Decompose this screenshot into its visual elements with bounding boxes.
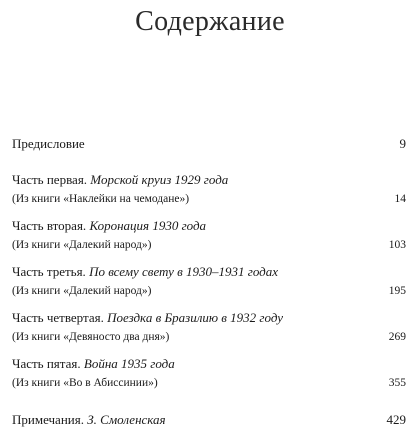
toc-entry-part-2[interactable] <box>12 218 406 253</box>
toc-entry-source: (Из книги «Девяносто два дня») <box>12 331 170 343</box>
toc-page-number: 9 <box>399 136 406 151</box>
table-of-contents <box>12 136 406 427</box>
toc-entry-label: Часть вторая. Коронация 1930 года <box>12 218 207 233</box>
toc-entry-label: Часть третья. По всему свету в 1930–1931 годах <box>12 264 279 279</box>
toc-entry-label: Часть пятая. Война 1935 года <box>12 356 175 371</box>
toc-entry-part-5[interactable] <box>12 356 406 391</box>
toc-entry-subtitle: Коронация 1930 года <box>89 218 207 233</box>
toc-entry-label: Предисловие <box>12 136 85 151</box>
toc-entry-source: (Из книги «Далекий народ») <box>12 239 152 251</box>
toc-page-number: 103 <box>388 239 406 251</box>
toc-entry-source: (Из книги «Во в Абиссинии») <box>12 377 158 389</box>
toc-page-number: 14 <box>394 193 406 205</box>
toc-entry-preface[interactable] <box>12 136 406 151</box>
toc-entry-subtitle: Морской круиз 1929 года <box>90 172 229 187</box>
toc-entry-subtitle: Война 1935 года <box>83 356 175 371</box>
toc-page-number: 195 <box>388 285 406 297</box>
toc-page-number: 429 <box>386 412 406 427</box>
toc-entry-label: Примечания. З. Смоленская <box>12 412 166 427</box>
toc-entry-author: З. Смоленская <box>87 412 166 427</box>
toc-entry-part-3[interactable] <box>12 264 406 299</box>
toc-entry-label: Часть четвертая. Поездка в Бразилию в 1932 году <box>12 310 283 325</box>
toc-entry-subtitle: По всему свету в 1930–1931 годах <box>89 264 279 279</box>
toc-entry-source: (Из книги «Наклейки на чемодане») <box>12 193 190 205</box>
page-title: Содержание <box>135 6 285 37</box>
toc-entry-subtitle: Поездка в Бразилию в 1932 году <box>107 310 283 325</box>
toc-page-number: 269 <box>388 331 406 343</box>
toc-entry-part-4[interactable] <box>12 310 406 345</box>
toc-page-number: 355 <box>388 377 406 389</box>
toc-entry-label: Часть первая. Морской круиз 1929 года <box>12 172 229 187</box>
toc-entry-source: (Из книги «Далекий народ») <box>12 285 152 297</box>
toc-entry-part-1[interactable] <box>12 172 406 207</box>
